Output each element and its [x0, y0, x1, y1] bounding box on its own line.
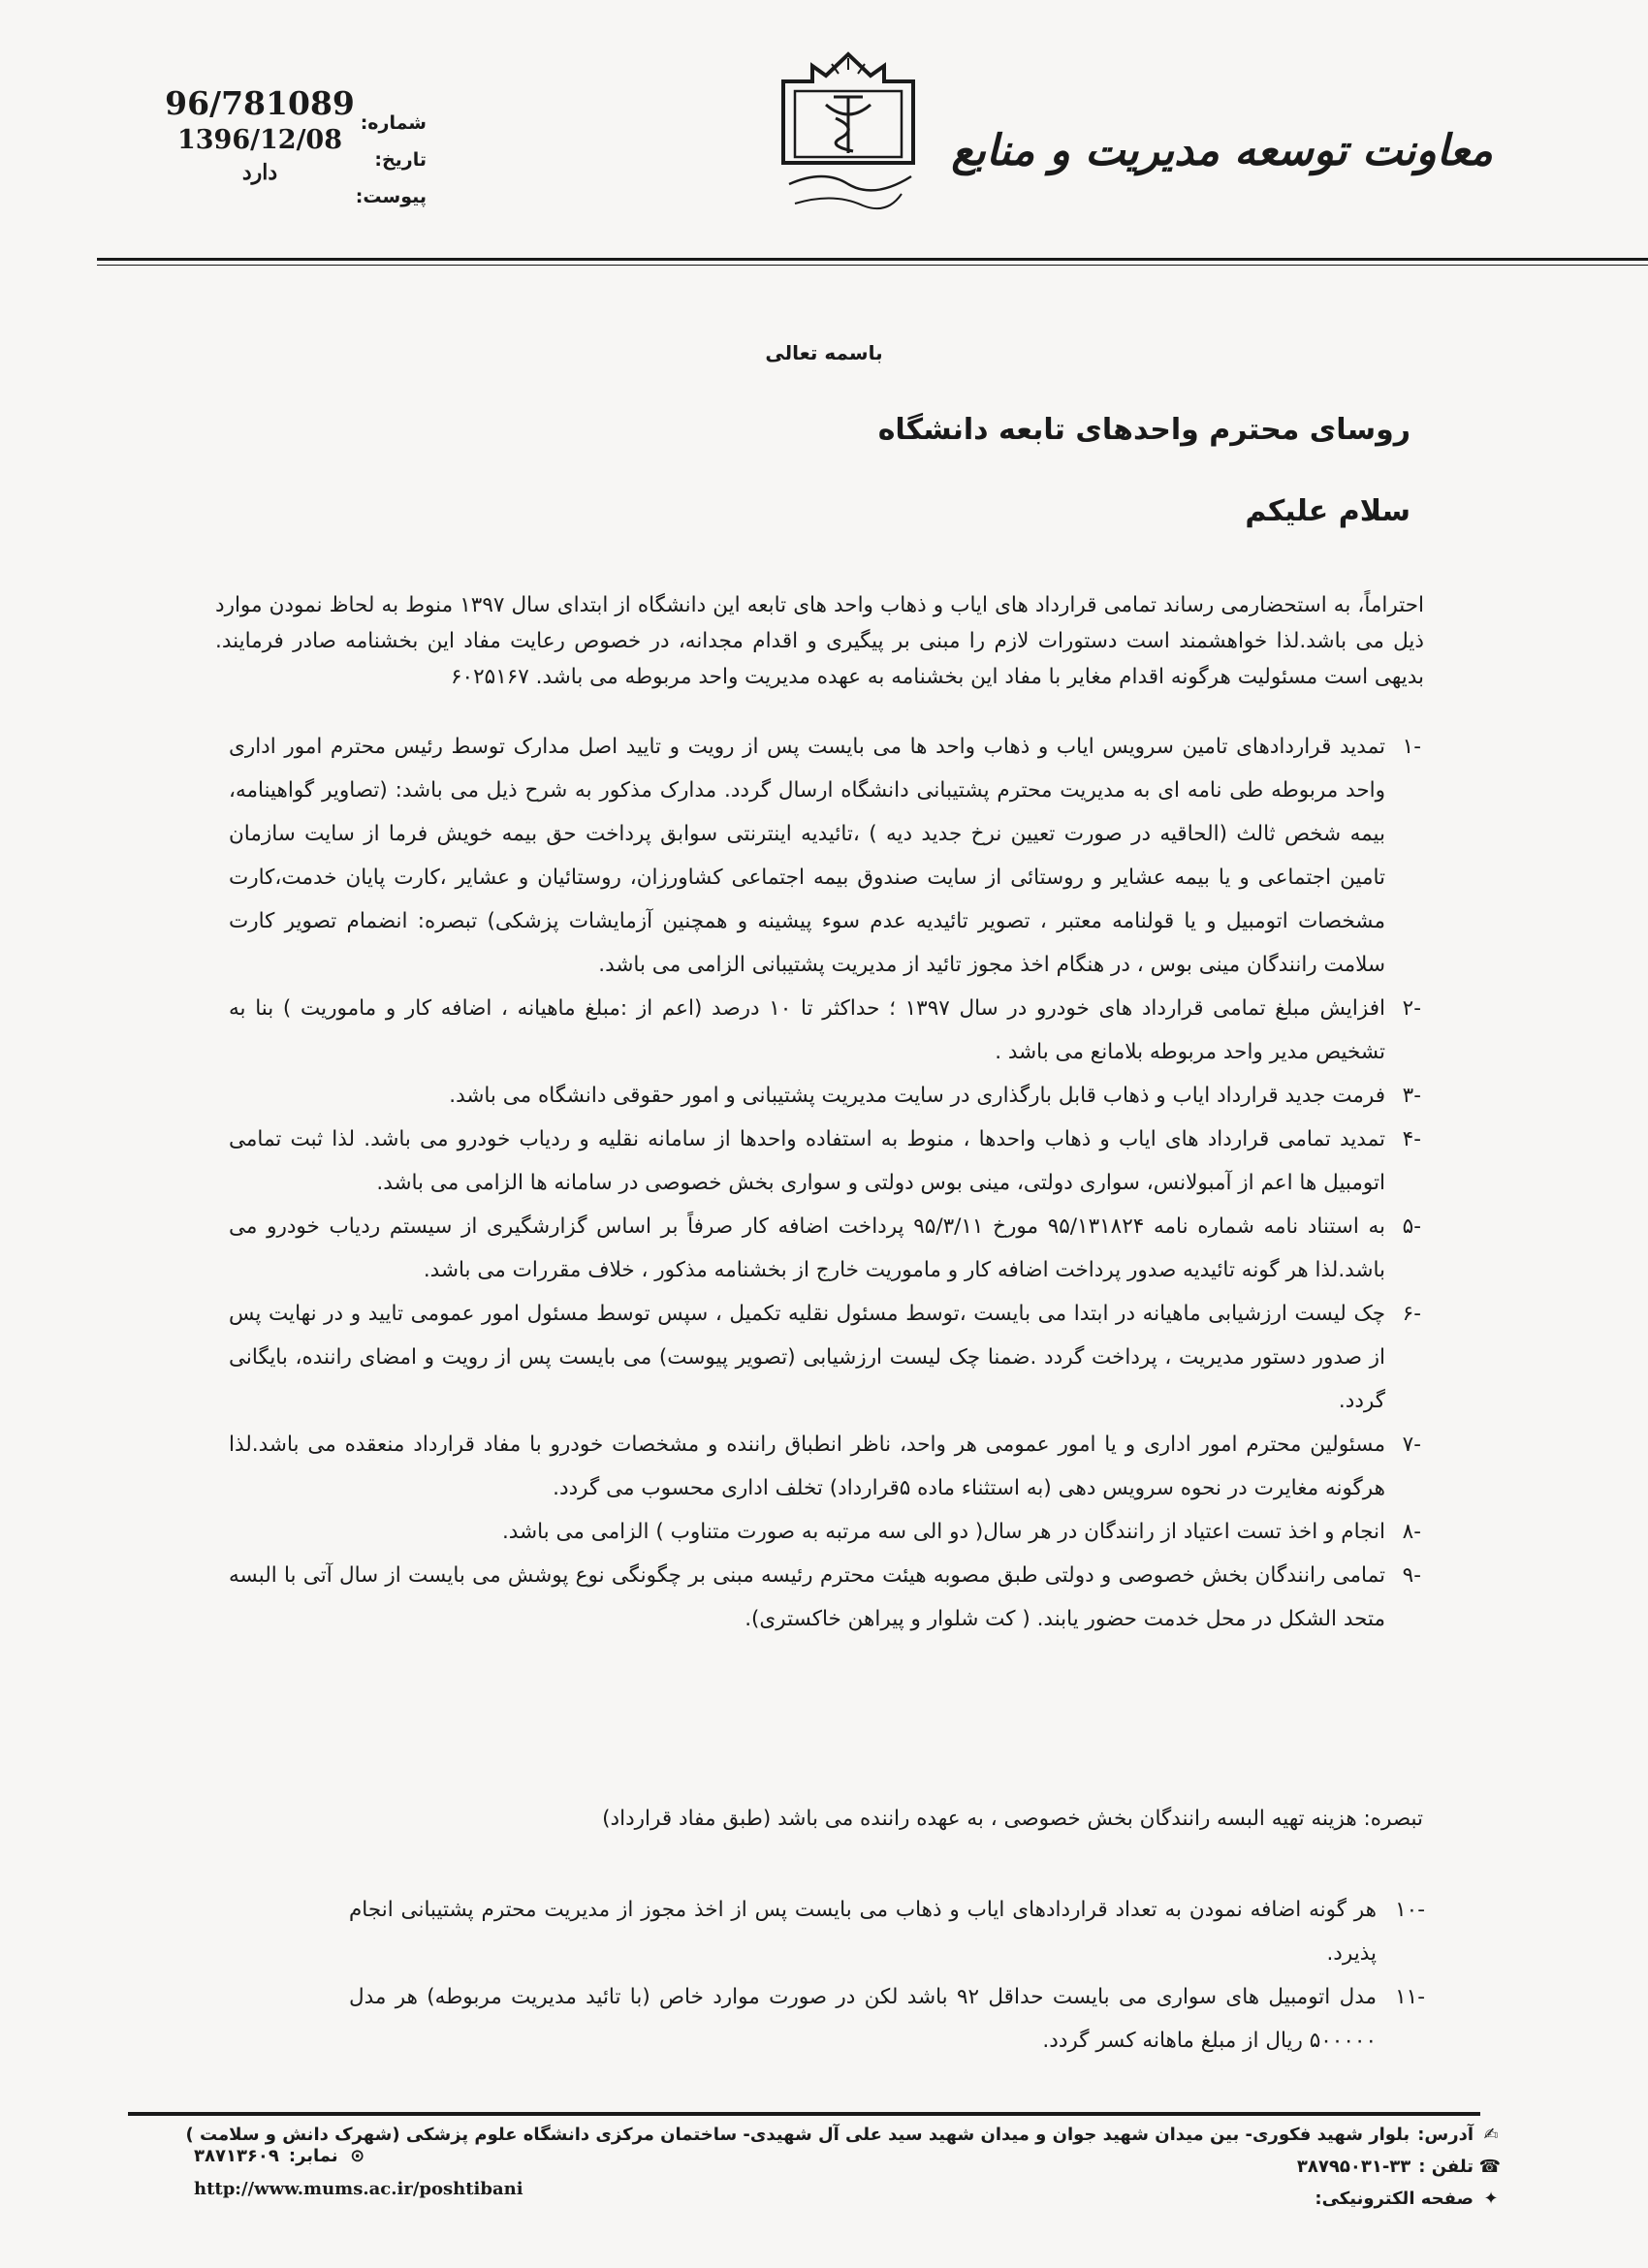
item-text: فرمت جدید قرارداد ایاب و ذهاب قابل بارگذاری در سایت مدیریت پشتیبانی و امور حقوقی دانشگاه می باشد.	[449, 1084, 1385, 1108]
item-number: -۹	[1402, 1563, 1421, 1588]
list-item	[229, 1074, 1421, 1118]
list-item	[229, 1423, 1421, 1510]
intro-paragraph: احتراماً، به استحضارمی رساند تمامی قرارداد های ایاب و ذهاب واحد های تابعه این دانشگاه از ابتدای سال ۱۳۹۷ منوط به لحاظ نمودن موارد ذیل می باشد.لذا خواهشمند است دستورات لازم را مبنی بر پیگیری و اقدام مجدانه، در خصوص رعایت مفاد این بخشنامه صادر فرمایند. بدیهی است مسئولیت هرگونه اقدام مغایر با مفاد این بخشنامه به عهده مدیریت واحد مربوطه می باشد. ۶۰۲۵۱۶۷	[215, 593, 1424, 689]
pen-icon: ✍	[1483, 2125, 1499, 2145]
item-number: -۲	[1402, 996, 1421, 1021]
department-title: معاونت توسعه مدیریت و منابع	[951, 126, 1493, 175]
item-text: تمامی رانندگان بخش خصوصی و دولتی طبق مصوبه هیئت محترم رئیسه مبنی بر چگونگی نوع پوشش می بایست از سال آتی با البسه متحد الشکل در محل خدمت حضور یابند. ( کت شلوار و پیراهن خاکستری).	[229, 1563, 1385, 1631]
directive-list-continued	[349, 1888, 1425, 2063]
globe-icon: ✦	[1483, 2189, 1499, 2209]
fax-label: نمابر:	[288, 2146, 338, 2166]
university-logo	[766, 48, 931, 233]
header-rule-thin	[97, 265, 1648, 266]
list-item	[349, 1888, 1425, 1975]
footer-rule	[128, 2112, 1480, 2116]
item-text: افزایش مبلغ تمامی قرارداد های خودرو در سال ۱۳۹۷ ؛ حداکثر تا ۱۰ درصد (اعم از :مبلغ ماهیانه ، اضافه کار و ماموریت ) بنا به تشخیص مدیر واحد مربوطه بلامانع می باشد .	[229, 996, 1385, 1064]
list-item	[229, 1554, 1421, 1641]
list-item	[229, 1292, 1421, 1423]
address-text: بلوار شهید فکوری- بین میدان شهید جوان و میدان شهید سید علی آل شهیدی- ساختمان مرکزی دانشگاه علوم پزشکی (شهرک دانش و سلامت )	[185, 2125, 1410, 2145]
item-number: -۱۱	[1395, 1985, 1425, 2009]
item-text: مسئولین محترم امور اداری و یا امور عمومی هر واحد، ناظر انطباق راننده و مشخصات خودرو با مفاد قرارداد منعقده می باشد.لذا هرگونه مغایرت در نحوه سرویس دهی (به استثناء ماده ۵قرارداد) تخلف اداری محسوب می گردد.	[229, 1433, 1385, 1500]
number-label: شماره:	[360, 112, 427, 134]
list-item	[229, 1510, 1421, 1554]
website-link[interactable]: http://www.mums.ac.ir/poshtibani	[194, 2179, 523, 2199]
fax-row	[194, 2142, 514, 2171]
attachment-value: دارد	[241, 160, 278, 185]
item-text: هر گونه اضافه نمودن به تعداد قراردادهای ایاب و ذهاب می بایست پس از اخذ مجوز از مدیریت محترم پشتیبانی انجام پذیرد.	[349, 1898, 1377, 1966]
item-number: -۴	[1402, 1127, 1421, 1151]
item-text: تمدید قراردادهای تامین سرویس ایاب و ذهاب واحد ها می بایست پس از رویت و تایید اصل مدارک توسط رئیس محترم امور اداری واحد مربوطه طی نامه ای به مدیریت محترم پشتیبانی دانشگاه ارسال گردد. مدارک مذکور به شرح ذیل می باشد: (تصاویر گواهینامه، بیمه شخص ثالث (الحاقیه در صورت تعیین نرخ جدید دیه ) ،تائیدیه اینترنتی سوابق پرداخت حق بیمه خویش فرما از سایت سازمان تامین اجتماعی و یا بیمه عشایر و روستائی از سایت صندوق بیمه اجتماعی کشاورزان، روستائیان و عشایر ،کارت پایان خدمت،کارت مشخصات اتومبیل و یا قولنامه معتبر ، تصویر تائیدیه عدم سوء پیشینه و همچنین آزمایشات پزشکی) تبصره: انضمام تصویر کارت سلامت رانندگان مینی بوس ، در هنگام اخذ مجوز تائید از مدیریت پشتیبانی الزامی می باشد.	[229, 735, 1385, 977]
fax-number: ۳۸۷۱۳۶۰۹	[194, 2146, 279, 2166]
item-number: -۸	[1402, 1520, 1421, 1544]
item-text: چک لیست ارزشیابی ماهیانه در ابتدا می بایست ،توسط مسئول نقلیه تکمیل ، سپس توسط مسئول امور عمومی تایید و در نهایت پس از صدور دستور مدیریت ، پرداخت گردد .ضمنا چک لیست ارزشیابی (تصویر پیوست) می بایست پس از رویت و امضای راننده، بایگانی گردد.	[229, 1302, 1385, 1413]
list-item	[229, 1205, 1421, 1292]
item-text: تمدید تمامی قرارداد های ایاب و ذهاب واحدها ، منوط به استفاده واحدها از سامانه نقلیه و ردیاب خودرو می باشد. لذا ثبت تمامی اتومبیل ها اعم از آمبولانس، سواری دولتی، مینی بوس دولتی و سواری بخش خصوصی در سامانه ها الزامی می باشد.	[229, 1127, 1385, 1195]
phone-number: ۳۸۷۹۵۰۳۱-۳۳	[1296, 2157, 1411, 2177]
meta-labels	[355, 105, 427, 215]
header-rule	[97, 258, 1648, 261]
item-number: -۵	[1402, 1214, 1421, 1239]
phone-label: تلفن :	[1418, 2157, 1474, 2177]
address-label: آدرس:	[1417, 2125, 1474, 2145]
fax-icon: ⊙	[350, 2146, 365, 2166]
list-item	[229, 987, 1421, 1074]
greeting: سلام علیکم	[1245, 494, 1410, 528]
date-label: تاریخ:	[374, 149, 427, 171]
item-text: مدل اتومبیل های سواری می بایست حداقل ۹۲ باشد لکن در صورت موارد خاص (با تائید مدیریت مربوطه) هر مدل ۵۰۰۰۰۰ ریال از مبلغ ماهانه کسر گردد.	[349, 1985, 1378, 2053]
item-text: انجام و اخذ تست اعتیاد از رانندگان در هر سال( دو الی سه مرتبه به صورت متناوب ) الزامی می باشد.	[501, 1520, 1385, 1544]
item-number: -۶	[1402, 1302, 1421, 1326]
list-item	[229, 1118, 1421, 1205]
item-number: -۱۰	[1395, 1898, 1425, 1922]
footer-fax-web	[194, 2142, 523, 2204]
phone-icon: ☎	[1478, 2157, 1501, 2177]
attachment-label: پیوست:	[355, 186, 427, 207]
web-label: صفحه الکترونیکی:	[1315, 2189, 1474, 2209]
item-text: به استناد نامه شماره نامه ۹۵/۱۳۱۸۲۴ مورخ ۹۵/۳/۱۱ پرداخت اضافه کار صرفاً بر اساس گزارشگیری از سیستم ردیاب خودرو می باشد.لذا هر گونه تائیدیه صدور پرداخت اضافه کار و ماموریت خارج از بخشنامه مذکور ، خلاف مقررات می باشد.	[229, 1214, 1385, 1282]
item-number: -۳	[1402, 1084, 1421, 1108]
item-number: -۱	[1402, 735, 1421, 759]
letter-date: 1396/12/08	[176, 125, 342, 155]
meta-values	[163, 83, 357, 188]
invocation: باسمه تعالی	[765, 341, 883, 364]
list-item	[349, 1975, 1425, 2063]
list-item	[229, 725, 1421, 987]
letter-number: 96/781089	[165, 84, 355, 122]
directive-list	[229, 725, 1421, 1641]
addressee: روسای محترم واحدهای تابعه دانشگاه	[877, 413, 1410, 447]
clothing-note: تبصره: هزینه تهیه البسه رانندگان بخش خصوصی ، به عهده راننده می باشد (طبق مفاد قرارداد)	[602, 1807, 1423, 1831]
item-number: -۷	[1402, 1433, 1421, 1457]
